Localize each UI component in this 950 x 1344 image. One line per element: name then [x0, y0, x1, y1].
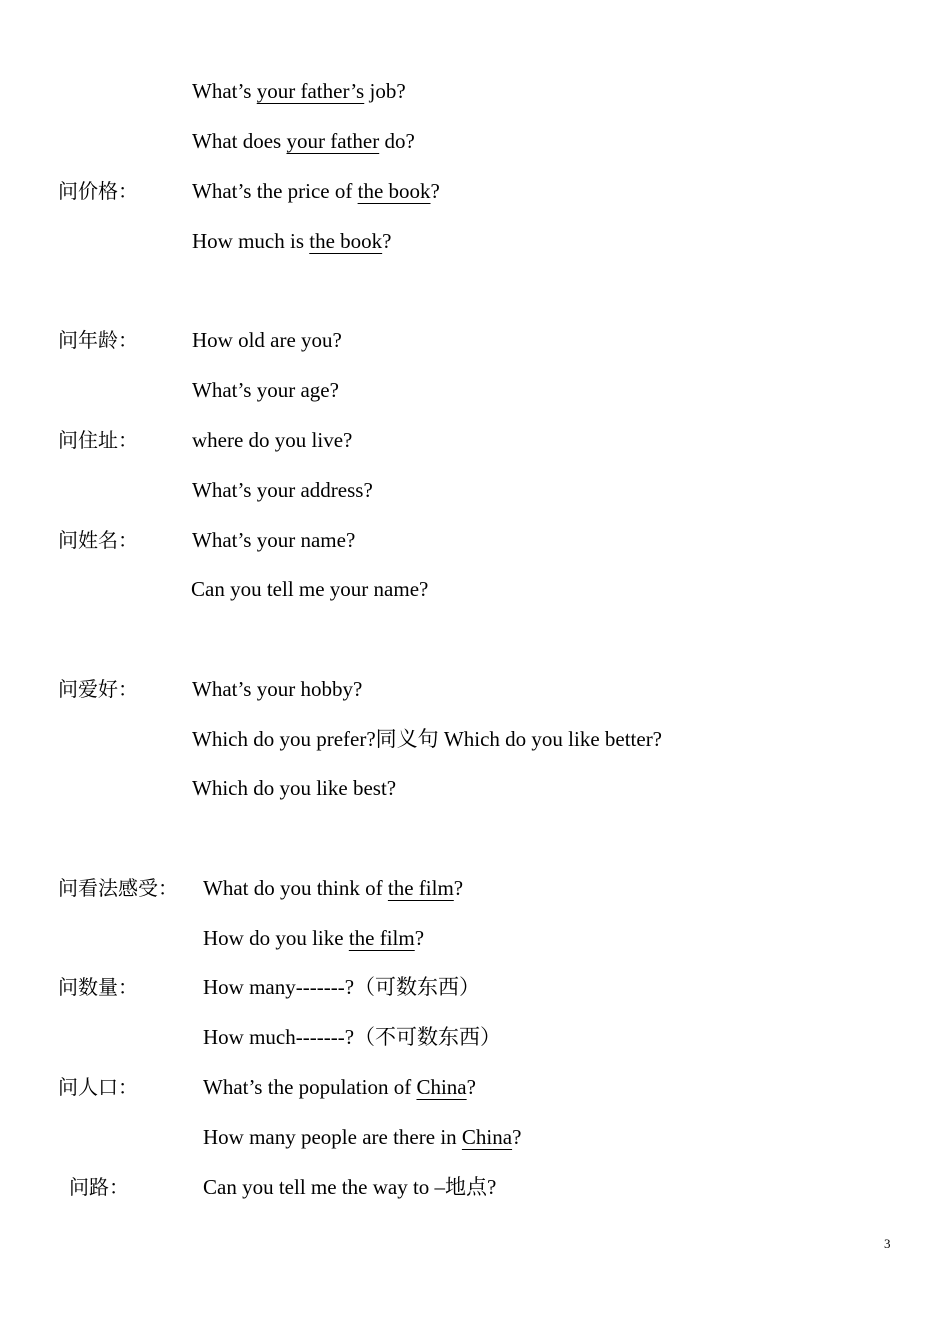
text: ? — [382, 229, 392, 253]
sentence-price-of — [192, 178, 440, 204]
sentence-way-to: Can you tell me the way to –地点? — [203, 1175, 497, 1199]
underlined-phrase: the film — [348, 926, 415, 950]
text: What do you think of — [203, 876, 388, 900]
sentence-how-many: How many-------?（可数东西） — [203, 975, 481, 999]
underlined-phrase: the book — [357, 179, 431, 203]
label-hobby: 问爱好： — [58, 677, 138, 701]
text: ? — [466, 1075, 476, 1099]
label-directions: 问路： — [69, 1175, 129, 1199]
text: How many people are there in — [203, 1125, 462, 1149]
sentence-how-much-book — [192, 228, 391, 254]
underlined-phrase: China — [416, 1075, 467, 1099]
label-age: 问年龄： — [58, 328, 138, 352]
sentence-like-best: Which do you like best? — [192, 776, 397, 800]
sentence-tell-name: Can you tell me your name? — [191, 577, 429, 601]
text: What’s the price of — [192, 179, 358, 203]
underlined-phrase: your father — [286, 129, 380, 153]
underlined-phrase: the film — [387, 876, 454, 900]
text: What’s the population of — [203, 1075, 417, 1099]
underlined-phrase: China — [461, 1125, 513, 1149]
sentence-father-do — [192, 128, 415, 154]
text: How do you like — [203, 926, 349, 950]
text: ? — [512, 1125, 522, 1149]
sentence-your-name: What’s your name? — [192, 528, 356, 552]
sentence-how-old: How old are you? — [192, 328, 342, 352]
text: ? — [430, 179, 440, 203]
label-address: 问住址： — [58, 428, 138, 452]
label-name: 问姓名： — [58, 528, 138, 552]
text: ? — [453, 876, 464, 900]
sentence-how-much: How much-------?（不可数东西） — [203, 1025, 502, 1049]
text: How much is — [192, 229, 310, 253]
sentence-father-job — [192, 78, 406, 104]
sentence-prefer: Which do you prefer?同义句 Which do you like better? — [192, 727, 663, 751]
text: What’s — [192, 79, 257, 103]
label-population: 问人口： — [58, 1075, 138, 1099]
sentence-population-of — [203, 1074, 476, 1100]
label-opinion: 问看法感受： — [58, 876, 178, 900]
page-number: 3 — [884, 1236, 891, 1251]
sentence-how-many-people — [203, 1124, 521, 1150]
underlined-phrase: your father’s — [256, 79, 365, 103]
sentence-your-hobby: What’s your hobby? — [192, 677, 363, 701]
underlined-phrase: the book — [309, 229, 383, 253]
sentence-think-of-film — [203, 875, 463, 901]
sentence-your-address: What’s your address? — [192, 478, 373, 502]
sentence-where-live: where do you live? — [192, 428, 353, 452]
text: What does — [192, 129, 287, 153]
sentence-like-film — [203, 925, 424, 951]
label-quantity: 问数量： — [58, 975, 138, 999]
sentence-your-age: What’s your age? — [192, 378, 339, 402]
text: job? — [364, 79, 406, 103]
label-price: 问价格： — [58, 179, 138, 203]
text: ? — [414, 926, 425, 950]
text: do? — [379, 129, 415, 153]
